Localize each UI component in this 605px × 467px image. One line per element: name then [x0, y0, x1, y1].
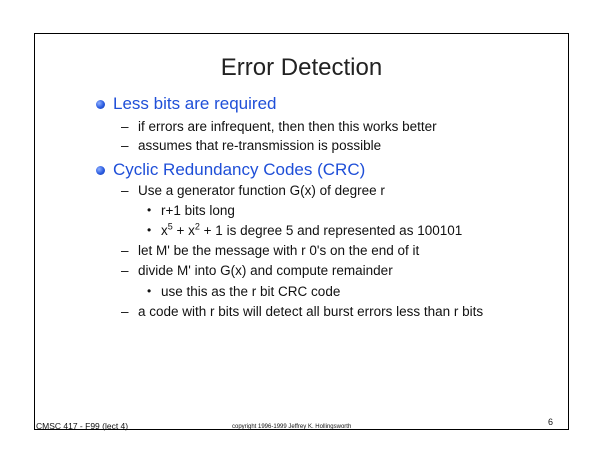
- sub-item-retransmission: assumes that re-transmission is possible: [138, 138, 382, 153]
- subsub-item-polynomial: $x^5 + x^2 + 1$ is degree 5 and represented as 100101: [161, 221, 463, 238]
- dash-icon: –: [121, 304, 129, 319]
- dash-icon: –: [121, 119, 129, 134]
- bullet-crc: Cyclic Redundancy Codes (CRC): [113, 160, 366, 179]
- sub-item-generator: Use a generator function G(x) of degree r: [138, 183, 385, 198]
- bullet-less-bits: Less bits are required: [113, 94, 277, 113]
- footer-copyright: copyright 1996-1999 Jeffrey K. Hollingsworth: [232, 424, 352, 430]
- footer-course: CMSC 417 - F99 (lect 4): [36, 421, 129, 431]
- bullet-dot-icon: [96, 100, 105, 109]
- slide-title: Error Detection: [220, 54, 383, 81]
- sub-item-burst-errors: a code with r bits will detect all burst errors less than r bits: [138, 304, 484, 319]
- small-bullet-icon: •: [147, 223, 152, 237]
- dash-icon: –: [121, 263, 129, 278]
- small-bullet-icon: •: [147, 203, 152, 217]
- sub-item-infrequent: if errors are infrequent, then then this works better: [138, 119, 437, 134]
- page-number: 6: [548, 417, 554, 427]
- small-bullet-icon: •: [147, 284, 152, 298]
- bullet-dot-icon: [96, 166, 105, 175]
- subsub-item-bits-long: r+1 bits long: [161, 203, 235, 218]
- dash-icon: –: [121, 138, 129, 153]
- sub-item-divide: divide M' into G(x) and compute remainder: [138, 263, 393, 278]
- dash-icon: –: [121, 243, 129, 258]
- dash-icon: –: [121, 183, 129, 198]
- subsub-item-crc-code: use this as the r bit CRC code: [161, 284, 341, 299]
- sub-item-message: let M' be the message with r 0's on the end of it: [138, 243, 420, 258]
